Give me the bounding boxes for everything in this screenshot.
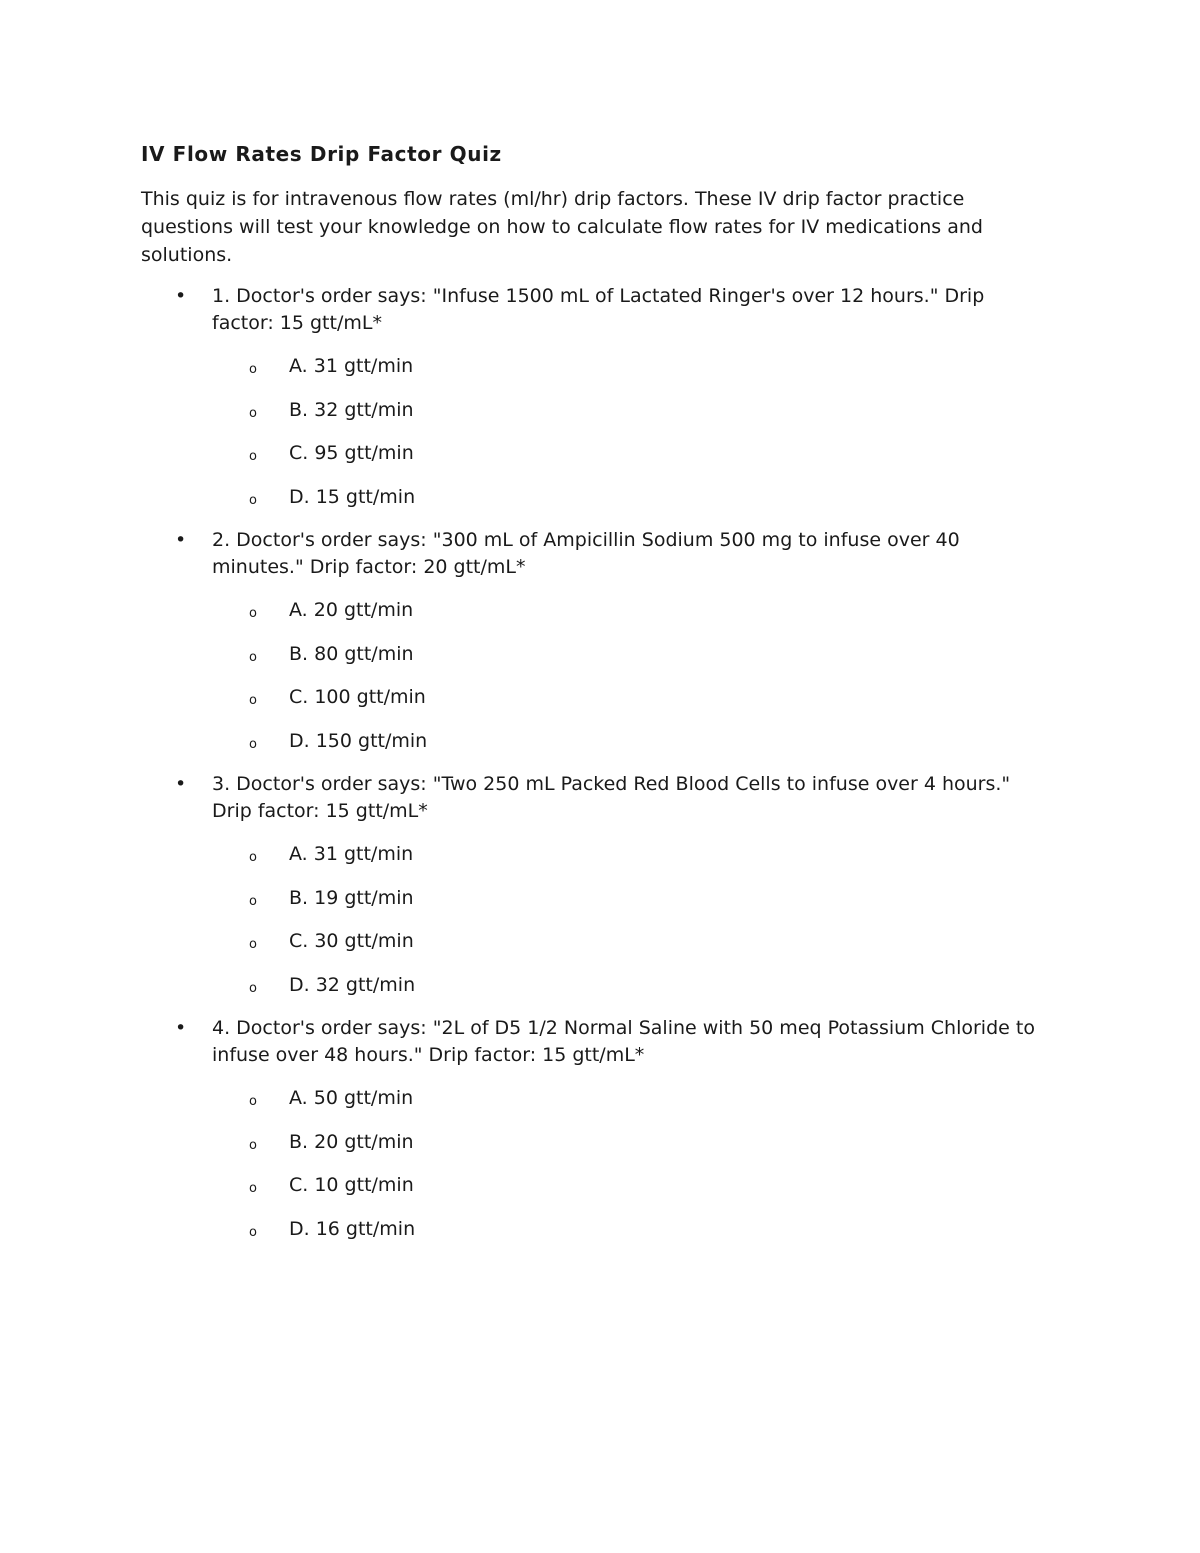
question-item — [141, 527, 1041, 581]
answer-option — [141, 841, 1041, 868]
circle-bullet-icon: o — [249, 893, 257, 909]
circle-bullet-icon: o — [249, 1137, 257, 1153]
answer-option — [141, 641, 1041, 668]
answer-option — [141, 597, 1041, 624]
option-text: A. 31 gtt/min — [289, 843, 414, 865]
question-block — [141, 1015, 1041, 1243]
circle-bullet-icon: o — [249, 606, 257, 621]
question-list — [141, 283, 1041, 1243]
circle-bullet-icon: o — [249, 1094, 257, 1109]
question-text: 1. Doctor's order says: "Infuse 1500 mL of Lactated Ringer's over 12 hours." Drip factor: 15 gtt/mL* — [212, 285, 985, 334]
answer-option — [141, 1216, 1041, 1243]
circle-bullet-icon: o — [249, 937, 257, 952]
document-page — [141, 136, 1041, 1259]
question-item — [141, 1015, 1041, 1069]
option-text: C. 100 gtt/min — [289, 686, 426, 708]
answer-option — [141, 440, 1041, 467]
option-text: C. 30 gtt/min — [289, 930, 414, 952]
option-text: C. 10 gtt/min — [289, 1174, 414, 1196]
answer-option — [141, 397, 1041, 424]
answer-option — [141, 353, 1041, 380]
answer-option — [141, 972, 1041, 999]
answer-option — [141, 1172, 1041, 1199]
bullet-icon: • — [175, 1017, 187, 1039]
circle-bullet-icon: o — [249, 980, 257, 996]
bullet-icon: • — [175, 285, 187, 307]
option-text: A. 31 gtt/min — [289, 355, 414, 377]
answer-options — [141, 841, 1041, 999]
circle-bullet-icon: o — [249, 850, 257, 865]
circle-bullet-icon: o — [249, 1181, 257, 1196]
option-text: C. 95 gtt/min — [289, 442, 414, 464]
option-text: D. 15 gtt/min — [289, 485, 416, 508]
option-text: A. 20 gtt/min — [289, 599, 414, 621]
question-block — [141, 771, 1041, 999]
circle-bullet-icon: o — [249, 405, 257, 421]
circle-bullet-icon: o — [249, 362, 257, 377]
question-item — [141, 283, 1041, 337]
question-block — [141, 283, 1041, 511]
circle-bullet-icon: o — [249, 449, 257, 464]
question-text: 4. Doctor's order says: "2L of D5 1/2 Normal Saline with 50 meq Potassium Chloride to infuse over 48 hours." Drip factor: 15 gtt/mL* — [212, 1017, 1035, 1066]
question-item — [141, 771, 1041, 825]
option-text: A. 50 gtt/min — [289, 1087, 414, 1109]
document-title: IV Flow Rates Drip Factor Quiz — [141, 142, 502, 166]
answer-option — [141, 1085, 1041, 1112]
circle-bullet-icon: o — [249, 736, 257, 752]
option-text: B. 32 gtt/min — [289, 398, 414, 421]
circle-bullet-icon: o — [249, 693, 257, 708]
option-text: D. 16 gtt/min — [289, 1217, 416, 1240]
answer-option — [141, 728, 1041, 755]
answer-options — [141, 1085, 1041, 1243]
circle-bullet-icon: o — [249, 492, 257, 508]
answer-option — [141, 928, 1041, 955]
question-block — [141, 527, 1041, 755]
option-text: D. 150 gtt/min — [289, 729, 428, 752]
option-text: B. 19 gtt/min — [289, 886, 414, 909]
answer-options — [141, 597, 1041, 755]
answer-options — [141, 353, 1041, 511]
circle-bullet-icon: o — [249, 1224, 257, 1240]
answer-option — [141, 1129, 1041, 1156]
answer-option — [141, 684, 1041, 711]
bullet-icon: • — [175, 773, 187, 795]
circle-bullet-icon: o — [249, 649, 257, 665]
intro-paragraph: This quiz is for intravenous flow rates (ml/hr) drip factors. These IV drip factor practice questions will test your knowledge on how to calculate flow rates for IV medications and solutions. — [141, 188, 983, 266]
answer-option — [141, 484, 1041, 511]
question-text: 2. Doctor's order says: "300 mL of Ampicillin Sodium 500 mg to infuse over 40 minutes." Drip factor: 20 gtt/mL* — [212, 529, 960, 578]
answer-option — [141, 885, 1041, 912]
bullet-icon: • — [175, 529, 187, 551]
option-text: D. 32 gtt/min — [289, 973, 416, 996]
option-text: B. 80 gtt/min — [289, 642, 414, 665]
option-text: B. 20 gtt/min — [289, 1130, 414, 1153]
question-text: 3. Doctor's order says: "Two 250 mL Packed Red Blood Cells to infuse over 4 hours." Drip factor: 15 gtt/mL* — [212, 773, 1011, 822]
